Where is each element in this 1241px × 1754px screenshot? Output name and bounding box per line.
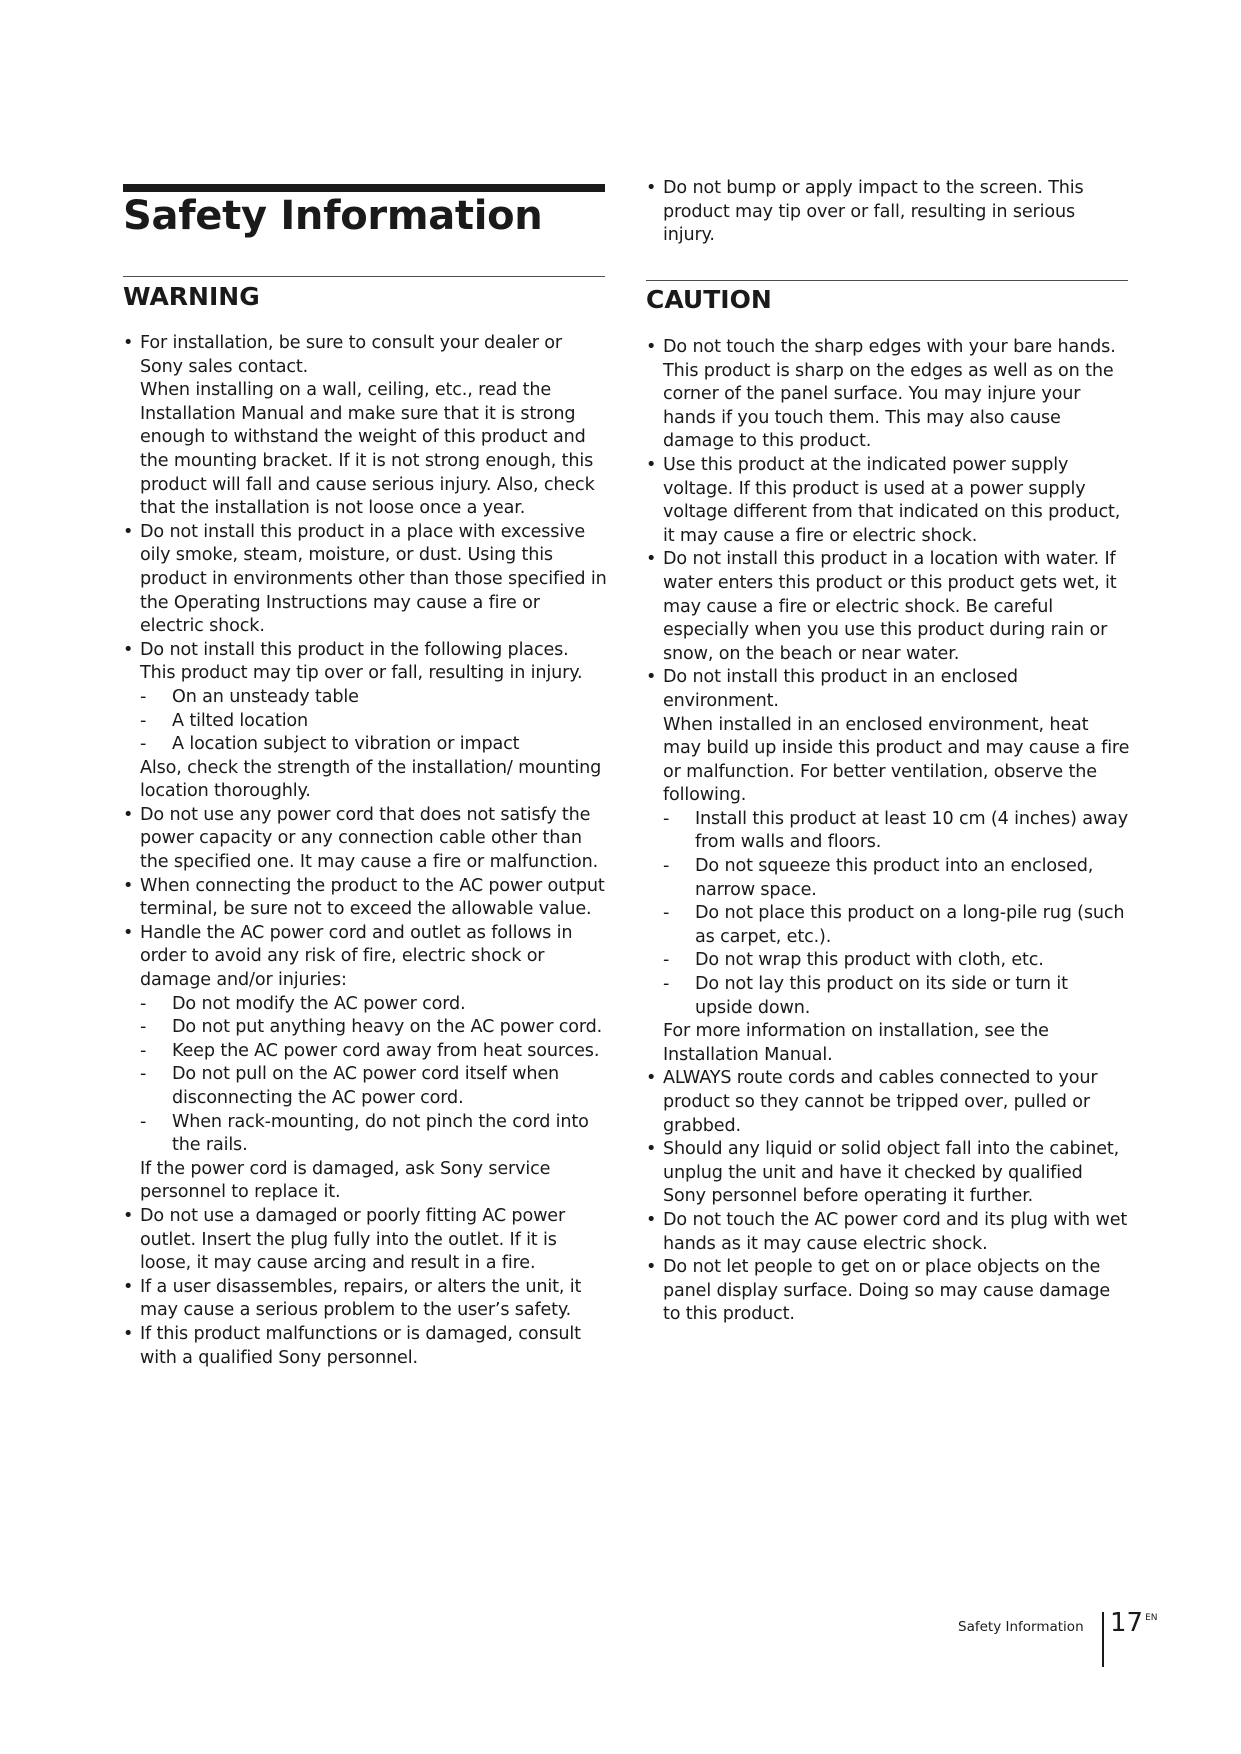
warning-item (123, 1323, 607, 1370)
warning-item (123, 1205, 607, 1276)
dash-marker: - (140, 1064, 147, 1085)
warning-item-text: • If a user disassembles, repairs, or alters the unit, it may cause a serious problem to the user’s safety. (140, 1276, 582, 1321)
warning-heading: WARNING (123, 282, 260, 311)
dash-marker: - (663, 808, 670, 829)
warning-sub-item-text: Do not modify the AC power cord. (172, 993, 466, 1014)
warning-item-text: • Do not use any power cord that does not satisfy the power capacity or any connection cable other than the specified one. It may cause a fire or malfunction. (140, 804, 599, 873)
caution-item (646, 548, 1130, 666)
caution-item (646, 454, 1130, 548)
caution-item-text: • Should any liquid or solid object fall into the cabinet, unplug the unit and have it checked by qualified Sony personnel before operating it further. (663, 1139, 1120, 1207)
warning-sub-item (140, 1016, 607, 1040)
caution-item-text: • Use this product at the indicated power supply voltage. If this product is used at a power supply voltage different from that indicated on this product, it may cause a fire or electric shock. (663, 454, 1121, 546)
right-top-list (646, 177, 1130, 248)
title-rule (123, 184, 605, 192)
warning-sub-item-text: Do not pull on the AC power cord itself when disconnecting the AC power cord. (172, 1064, 560, 1108)
warning-item-text: • For installation, be sure to consult your dealer or Sony sales contact. (140, 333, 562, 377)
caution-sub-item-text: Do not squeeze this product into an enclosed, narrow space. (695, 856, 1094, 900)
page-number (1110, 1607, 1158, 1639)
warning-sub-item (140, 1063, 607, 1110)
caution-sub-item (663, 902, 1130, 949)
warning-sub-item (140, 1040, 607, 1064)
caution-heading: CAUTION (646, 285, 772, 314)
caution-sub-item (663, 808, 1130, 855)
warning-item-note: If the power cord is damaged, ask Sony service personnel to replace it. (140, 1158, 551, 1203)
caution-item (646, 1256, 1130, 1327)
warning-item-text: • Handle the AC power cord and outlet as follows in order to avoid any risk of fire, electric shock or damage and/or injuries: (140, 922, 573, 991)
language-code: EN (1145, 1613, 1158, 1623)
warning-sub-item (140, 710, 607, 734)
page-number-value: 17 (1110, 1608, 1144, 1638)
warning-item (123, 521, 607, 639)
caution-sub-item (663, 855, 1130, 902)
footer-rule (1102, 1612, 1104, 1667)
warning-item (123, 804, 607, 875)
warning-sub-item-text: A tilted location (172, 710, 309, 731)
caution-item-text: • Do not install this product in a location with water. If water enters this product or this product gets wet, it may cause a fire or electric shock. Be careful especially when you use this product during rain or snow, on the beach or near water. (663, 549, 1117, 664)
caution-item-note: For more information on installation, see the Installation Manual. (663, 1021, 1049, 1065)
warning-item (123, 639, 607, 804)
caution-item-text: • Do not let people to get on or place objects on the panel display surface. Doing so may cause damage to this product. (663, 1257, 1111, 1325)
caution-item (646, 336, 1130, 454)
warning-item-text: • Do not install this product in the following places. This product may tip over or fall, resulting in injury. (140, 639, 583, 684)
dash-marker: - (140, 1111, 147, 1132)
warning-item-text: When installing on a wall, ceiling, etc., read the Installation Manual and make sure that it is strong enough to withstand the weight of this product and the mounting bracket. If it is not strong enough, this product will fall and cause serious injury. Also, check that the installation is not loose once a year. (140, 380, 595, 519)
caution-sub-item-text: Do not wrap this product with cloth, etc. (695, 950, 1044, 971)
warning-sub-item-text: Do not put anything heavy on the AC power cord. (172, 1017, 603, 1038)
page-title: Safety Information (123, 193, 543, 239)
caution-item-text: • Do not touch the sharp edges with your bare hands. (663, 337, 1116, 357)
dash-marker: - (140, 993, 147, 1014)
caution-item (646, 1209, 1130, 1256)
footer-section-label: Safety Information (958, 1619, 1084, 1635)
dash-marker: - (140, 734, 147, 755)
warning-item (123, 1276, 607, 1323)
right-top-item (646, 177, 1130, 248)
warning-sub-item-text: On an unsteady table (172, 686, 359, 707)
warning-sub-item (140, 733, 607, 757)
caution-item-text: • Do not install this product in an enclosed environment. (663, 667, 1018, 711)
caution-item (646, 1138, 1130, 1209)
dash-marker: - (140, 1017, 147, 1038)
warning-sub-item (140, 686, 607, 710)
warning-item-text: • When connecting the product to the AC power output terminal, be sure not to exceed the allowable value. (140, 875, 605, 920)
caution-sub-item (663, 973, 1130, 1020)
caution-item-text: • ALWAYS route cords and cables connected to your product so they cannot be tripped over, pulled or grabbed. (663, 1068, 1098, 1136)
warning-item (123, 332, 607, 521)
caution-sub-item-text: Do not place this product on a long-pile rug (such as carpet, etc.). (695, 903, 1125, 947)
warning-item-text: • Do not use a damaged or poorly fitting AC power outlet. Insert the plug fully into the outlet. If it is loose, it may cause arcing and result in a fire. (140, 1205, 566, 1274)
caution-item (646, 1067, 1130, 1138)
warning-sub-item-text: A location subject to vibration or impact (172, 734, 520, 755)
caution-sub-item-text: Install this product at least 10 cm (4 inches) away from walls and floors. (695, 808, 1128, 853)
caution-sub-item-text: Do not lay this product on its side or turn it upside down. (695, 974, 1068, 1018)
dash-marker: - (663, 950, 670, 971)
warning-item-note: Also, check the strength of the installation/ mounting location thoroughly. (140, 757, 602, 802)
caution-sub-item (663, 949, 1130, 973)
warning-item (123, 875, 607, 922)
right-top-item-text: • Do not bump or apply impact to the screen. This product may tip over or fall, resulting in serious injury. (663, 178, 1084, 246)
dash-marker: - (140, 686, 147, 707)
warning-sub-item (140, 1111, 607, 1158)
dash-marker: - (140, 710, 147, 731)
caution-rule (646, 280, 1128, 281)
caution-item-text: This product is sharp on the edges as well as on the corner of the panel surface. You may injure your hands if you touch them. This may also cause damage to this product. (663, 360, 1114, 452)
warning-item (123, 922, 607, 1205)
dash-marker: - (663, 856, 670, 877)
caution-list (646, 336, 1130, 1327)
caution-item-text: When installed in an enclosed environment, heat may build up inside this product and may cause a fire or malfunction. For better ventilation, observe the following. (663, 714, 1130, 806)
dash-marker: - (140, 1040, 147, 1061)
warning-list (123, 332, 607, 1370)
caution-item-text: • Do not touch the AC power cord and its plug with wet hands as it may cause electric shock. (663, 1209, 1128, 1254)
warning-sub-item (140, 993, 607, 1017)
warning-item-text: • If this product malfunctions or is damaged, consult with a qualified Sony personnel. (140, 1323, 581, 1368)
warning-sub-item-text: Keep the AC power cord away from heat sources. (172, 1040, 600, 1061)
caution-item (646, 666, 1130, 1067)
warning-sub-item-text: When rack-mounting, do not pinch the cord into the rails. (172, 1111, 589, 1156)
warning-item-text: • Do not install this product in a place with excessive oily smoke, steam, moisture, or dust. Using this product in environments other than those specified in the Operating Instructions may cause a fire or electric shock. (140, 521, 607, 637)
dash-marker: - (663, 974, 670, 995)
warning-rule (123, 276, 605, 277)
dash-marker: - (663, 903, 670, 924)
